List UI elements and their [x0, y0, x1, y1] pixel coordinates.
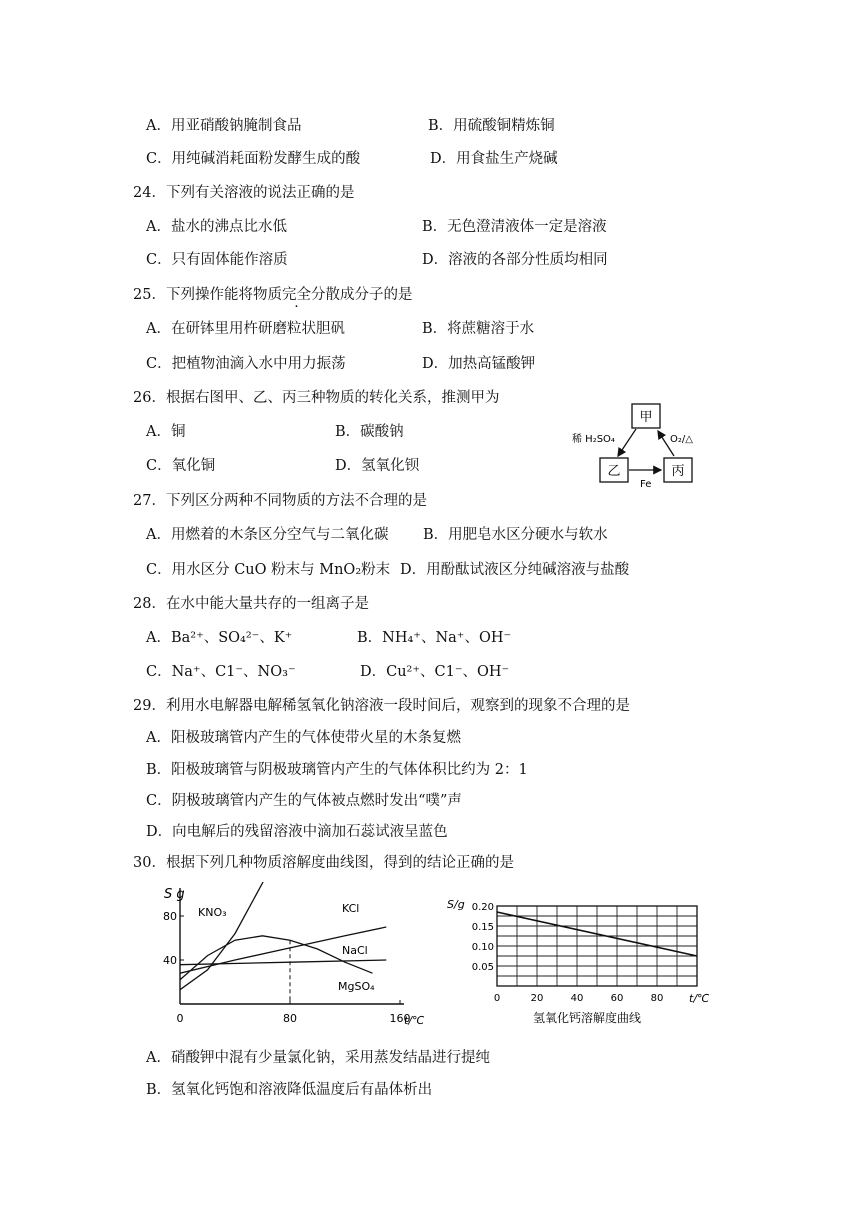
q29-option-c: C．阴极玻璃管内产生的气体被点燃时发出“噗”声	[146, 793, 462, 809]
q24-option-a: A．盐水的沸点比水低	[146, 219, 287, 235]
conversion-diagram	[570, 398, 710, 490]
calcium-hydroxide-solubility-chart	[445, 892, 715, 1032]
label-right-arrow: O₂/△	[670, 434, 693, 445]
q30-option-b: B．氢氧化钙饱和溶液降低温度后有晶体析出	[146, 1082, 433, 1098]
question-30-stem: 30．根据下列几种物质溶解度曲线图，得到的结论正确的是	[133, 855, 514, 871]
q24-option-c: C．只有固体能作溶质	[146, 252, 288, 268]
q26-option-a: A．铜	[146, 424, 186, 440]
series-label: NaCl	[342, 944, 368, 957]
q27-option-b: B．用肥皂水区分硬水与软水	[423, 527, 608, 543]
q25-option-b: B．将蔗糖溶于水	[422, 321, 535, 337]
y-tick-label: 80	[163, 910, 177, 923]
y-tick-label: 40	[163, 954, 177, 967]
label-bottom-arrow: Fe	[640, 479, 652, 490]
q27-option-a: A．用燃着的木条区分空气与二氧化碳	[146, 527, 389, 543]
solubility-curve-chart	[160, 882, 440, 1027]
x-tick-label: 80	[283, 1012, 297, 1025]
option-b: B．用硫酸铜精炼铜	[428, 118, 555, 134]
y-tick-label: 0.10	[471, 942, 494, 953]
q24-option-b: B．无色澄清液体一定是溶液	[422, 219, 607, 235]
question-27-stem: 27．下列区分两种不同物质的方法不合理的是	[133, 493, 427, 509]
q27-option-c: C．用水区分 CuO 粉末与 MnO₂粉末	[146, 562, 391, 578]
y-axis-label: S g	[164, 887, 185, 902]
q25-option-d: D．加热高锰酸钾	[422, 356, 536, 372]
q28-option-a: A．Ba²⁺、SO₄²⁻、K⁺	[146, 630, 293, 646]
question-25-stem	[133, 283, 412, 304]
q25-stem-emphasis: 完全	[281, 287, 311, 303]
series-label: MgSO₄	[338, 980, 375, 993]
option-a: A．用亚硝酸钠腌制食品	[146, 118, 302, 134]
label-bing: 丙	[671, 464, 685, 479]
x-tick-label: 40	[570, 993, 584, 1004]
series-label: KCl	[342, 902, 360, 915]
x-tick-label: 80	[650, 993, 664, 1004]
q26-option-b: B．碳酸钠	[335, 424, 404, 440]
q28-option-d: D．Cu²⁺、C1⁻、OH⁻	[360, 664, 510, 680]
q30-option-a: A．硝酸钾中混有少量氯化钠，采用蒸发结晶进行提纯	[146, 1050, 490, 1066]
series-line	[180, 882, 318, 990]
q29-option-d: D．向电解后的残留溶液中滴加石蕊试液呈蓝色	[146, 824, 448, 840]
series-line	[180, 960, 386, 965]
label-yi: 乙	[607, 464, 621, 479]
option-c: C．用纯碱消耗面粉发酵生成的酸	[146, 151, 361, 167]
y-axis-label: S/g	[447, 898, 465, 911]
x-axis-label: t/℃	[689, 992, 710, 1005]
label-jia: 甲	[639, 410, 653, 425]
series-label: KNO₃	[198, 906, 227, 919]
q26-option-d: D．氢氧化钡	[335, 458, 420, 474]
q26-option-c: C．氧化铜	[146, 458, 216, 474]
x-tick-label: 0	[493, 993, 501, 1004]
y-tick-label: 0.20	[471, 902, 494, 913]
option-d: D．用食盐生产烧碱	[430, 151, 558, 167]
q25-option-a: A．在研钵里用杵研磨粒状胆矾	[146, 321, 345, 337]
y-tick-label: 0.05	[471, 962, 494, 973]
x-axis-label: t/℃	[404, 1014, 425, 1027]
q25-stem-post: 分散成分子的是	[310, 287, 413, 303]
arrow-jia-to-yi	[618, 429, 636, 456]
q27-option-d: D．用酚酞试液区分纯碱溶液与盐酸	[400, 562, 630, 578]
q25-stem-pre: 25．下列操作能将物质	[133, 287, 282, 303]
question-24-stem: 24．下列有关溶液的说法正确的是	[133, 185, 355, 201]
q28-option-b: B．NH₄⁺、Na⁺、OH⁻	[357, 630, 512, 646]
x-tick-label: 0	[176, 1012, 184, 1025]
q29-option-a: A．阳极玻璃管内产生的气体使带火星的木条复燃	[146, 730, 461, 746]
q24-option-d: D．溶液的各部分性质均相同	[422, 252, 608, 268]
y-tick-label: 0.15	[471, 922, 494, 933]
question-29-stem: 29．利用水电解器电解稀氢氧化钠溶液一段时间后，观察到的现象不合理的是	[133, 698, 630, 714]
question-28-stem: 28．在水中能大量共存的一组离子是	[133, 596, 369, 612]
q25-option-c: C．把植物油滴入水中用力振荡	[146, 356, 346, 372]
q29-option-b: B．阳极玻璃管与阴极玻璃管内产生的气体体积比约为 2：1	[146, 762, 528, 778]
x-tick-label: 20	[530, 993, 544, 1004]
question-26-stem: 26．根据右图甲、乙、丙三种物质的转化关系，推测甲为	[133, 390, 500, 406]
series-line	[180, 936, 373, 980]
x-tick-label: 60	[610, 993, 624, 1004]
label-left-arrow: 稀 H₂SO₄	[572, 434, 615, 445]
q28-option-c: C．Na⁺、C1⁻、NO₃⁻	[146, 664, 296, 680]
x-tick-label: 160	[389, 1012, 411, 1025]
chart-title: 氢氧化钙溶解度曲线	[532, 1011, 642, 1025]
